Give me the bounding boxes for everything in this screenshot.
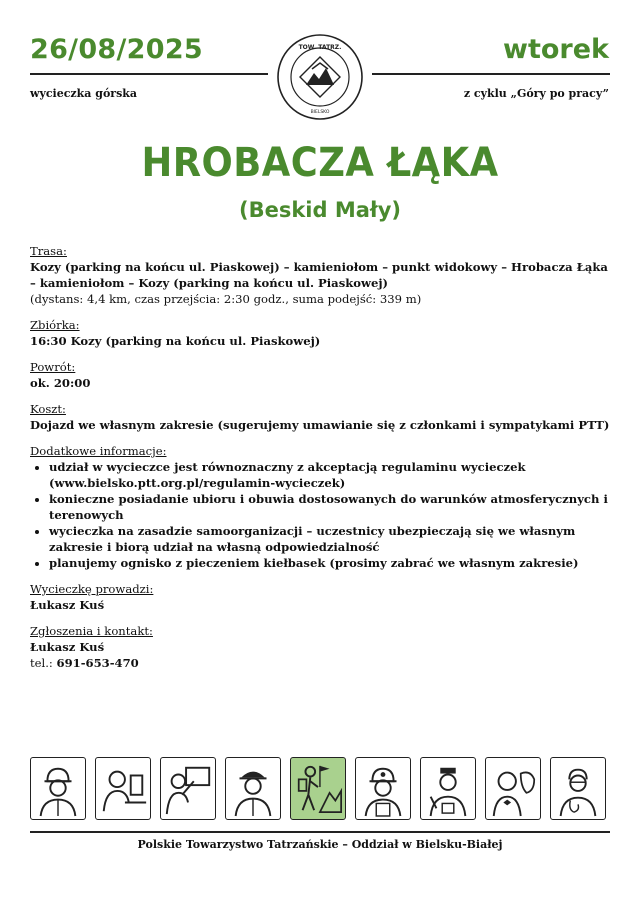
section-leader xyxy=(30,581,614,613)
section-route xyxy=(30,243,614,307)
contact-name: Łukasz Kuś xyxy=(30,640,105,654)
section-label: Zgłoszenia i kontakt: xyxy=(30,624,153,638)
meeting-value: 16:30 Kozy (parking na końcu ul. Piaskowej) xyxy=(30,334,321,348)
event-date: 26/08/2025 xyxy=(30,34,204,65)
section-label: Dodatkowe informacje: xyxy=(30,444,167,458)
doctor-icon xyxy=(550,757,606,820)
trip-details xyxy=(30,243,614,681)
list-item: • wycieczka na zasadzie samoorganizacji – uczestnicy ubezpieczają się we własnym zakresie i biorą udział na własną odpowiedzialność xyxy=(49,523,614,555)
leader-name: Łukasz Kuś xyxy=(30,598,105,612)
section-label: Koszt: xyxy=(30,402,66,416)
header-rule-left xyxy=(30,73,268,75)
footer-text: Polskie Towarzystwo Tatrzańskie – Oddział w Bielsku-Białej xyxy=(137,838,503,851)
section-contact xyxy=(30,623,614,671)
trip-type: wycieczka górska xyxy=(30,87,138,100)
miner-icon xyxy=(355,757,411,820)
office-worker-icon xyxy=(95,757,151,820)
ptt-logo-icon xyxy=(276,33,364,121)
section-meeting xyxy=(30,317,614,349)
list-item: • udział w wycieczce jest równoznaczny z akceptacją regulaminu wycieczek (www.bielsko.ptt.org.pl/regulamin-wycieczek) xyxy=(49,459,614,491)
svg-text:BIELSKO: BIELSKO xyxy=(310,110,330,115)
mechanic-icon xyxy=(420,757,476,820)
hiker-icon xyxy=(290,757,346,820)
event-day: wtorek xyxy=(503,34,609,65)
cost-value: Dojazd we własnym zakresie (sugerujemy umawianie się z członkami i sympatykami PTT) xyxy=(30,418,610,432)
info-list xyxy=(30,459,614,571)
footer-rule xyxy=(30,831,610,833)
teacher-icon xyxy=(160,757,216,820)
section-label: Zbiórka: xyxy=(30,318,80,332)
section-cost xyxy=(30,401,614,433)
trip-cycle: z cyklu „Góry po pracy” xyxy=(463,87,609,100)
route-text: Kozy (parking na końcu ul. Piaskowej) – kamieniołom – punkt widokowy – Hrobacza Łąka – kamieniołom – Kozy (parking na końcu ul. Piaskowej) xyxy=(30,260,608,290)
trip-title: HROBACZA ŁĄKA xyxy=(141,140,499,186)
contact-phone: tel.: 691-653-470 xyxy=(30,656,139,670)
profession-icons xyxy=(30,757,610,823)
route-details: (dystans: 4,4 km, czas przejścia: 2:30 godz., suma podejść: 339 m) xyxy=(30,292,422,306)
section-label: Trasa: xyxy=(30,244,67,258)
section-label: Wycieczkę prowadzi: xyxy=(30,582,154,596)
section-additional xyxy=(30,443,614,571)
section-return xyxy=(30,359,614,391)
actor-icon xyxy=(485,757,541,820)
trip-subtitle: (Beskid Mały) xyxy=(238,198,401,222)
section-label: Powrót: xyxy=(30,360,76,374)
return-value: ok. 20:00 xyxy=(30,376,91,390)
list-item: • konieczne posiadanie ubioru i obuwia dostosowanych do warunków atmosferycznych i terenowych xyxy=(49,491,614,523)
engineer-icon xyxy=(30,757,86,820)
officer-icon xyxy=(225,757,281,820)
header-rule-right xyxy=(372,73,610,75)
svg-text:TOW. TATRZ.: TOW. TATRZ. xyxy=(298,44,342,51)
list-item: • planujemy ognisko z pieczeniem kiełbasek (prosimy zabrać we własnym zakresie) xyxy=(49,555,614,571)
